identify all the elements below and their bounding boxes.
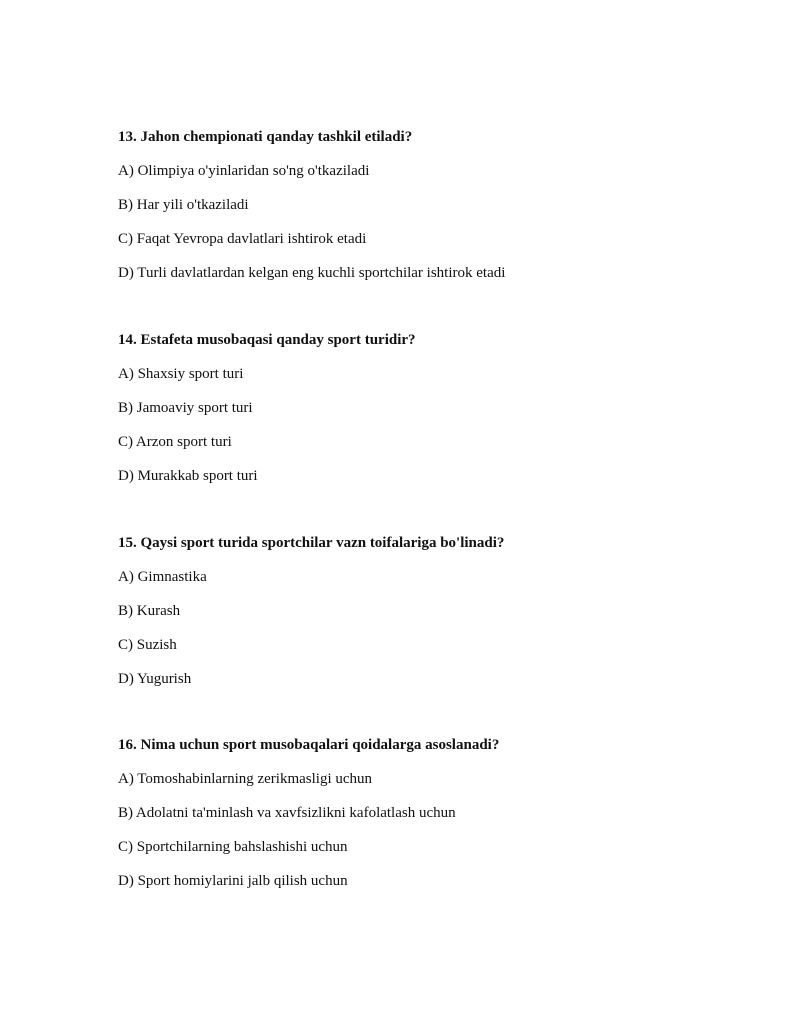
answer-option-b: B) Adolatni ta'minlash va xavfsizlikni kafolatlash uchun <box>118 805 456 821</box>
answer-option-c: C) Faqat Yevropa davlatlari ishtirok etadi <box>118 231 367 247</box>
question-title: 15. Qaysi sport turida sportchilar vazn toifalariga bo'linadi? <box>118 535 505 551</box>
answer-option-c: C) Arzon sport turi <box>118 434 232 450</box>
answer-option-d: D) Sport homiylarini jalb qilish uchun <box>118 873 348 889</box>
answer-option-b: B) Kurash <box>118 603 181 619</box>
question-title: 14. Estafeta musobaqasi qanday sport turidir? <box>118 332 416 348</box>
answer-option-b: B) Jamoaviy sport turi <box>118 400 253 416</box>
answer-option-a: A) Gimnastika <box>118 569 207 585</box>
answer-option-c: C) Sportchilarning bahslashishi uchun <box>118 839 348 855</box>
answer-option-a: A) Shaxsiy sport turi <box>118 366 244 382</box>
answer-option-d: D) Turli davlatlardan kelgan eng kuchli sportchilar ishtirok etadi <box>118 265 506 281</box>
question-14 <box>118 331 758 485</box>
answer-option-d: D) Murakkab sport turi <box>118 468 258 484</box>
answer-option-a: A) Olimpiya o'yinlaridan so'ng o'tkaziladi <box>118 163 370 179</box>
question-13 <box>118 128 758 282</box>
question-title: 16. Nima uchun sport musobaqalari qoidalarga asoslanadi? <box>118 737 500 753</box>
answer-option-b: B) Har yili o'tkaziladi <box>118 197 249 213</box>
question-15 <box>118 534 758 688</box>
question-16 <box>118 736 758 890</box>
answer-option-c: C) Suzish <box>118 637 177 653</box>
answer-option-d: D) Yugurish <box>118 671 192 687</box>
question-title: 13. Jahon chempionati qanday tashkil etiladi? <box>118 129 413 145</box>
answer-option-a: A) Tomoshabinlarning zerikmasligi uchun <box>118 771 373 787</box>
